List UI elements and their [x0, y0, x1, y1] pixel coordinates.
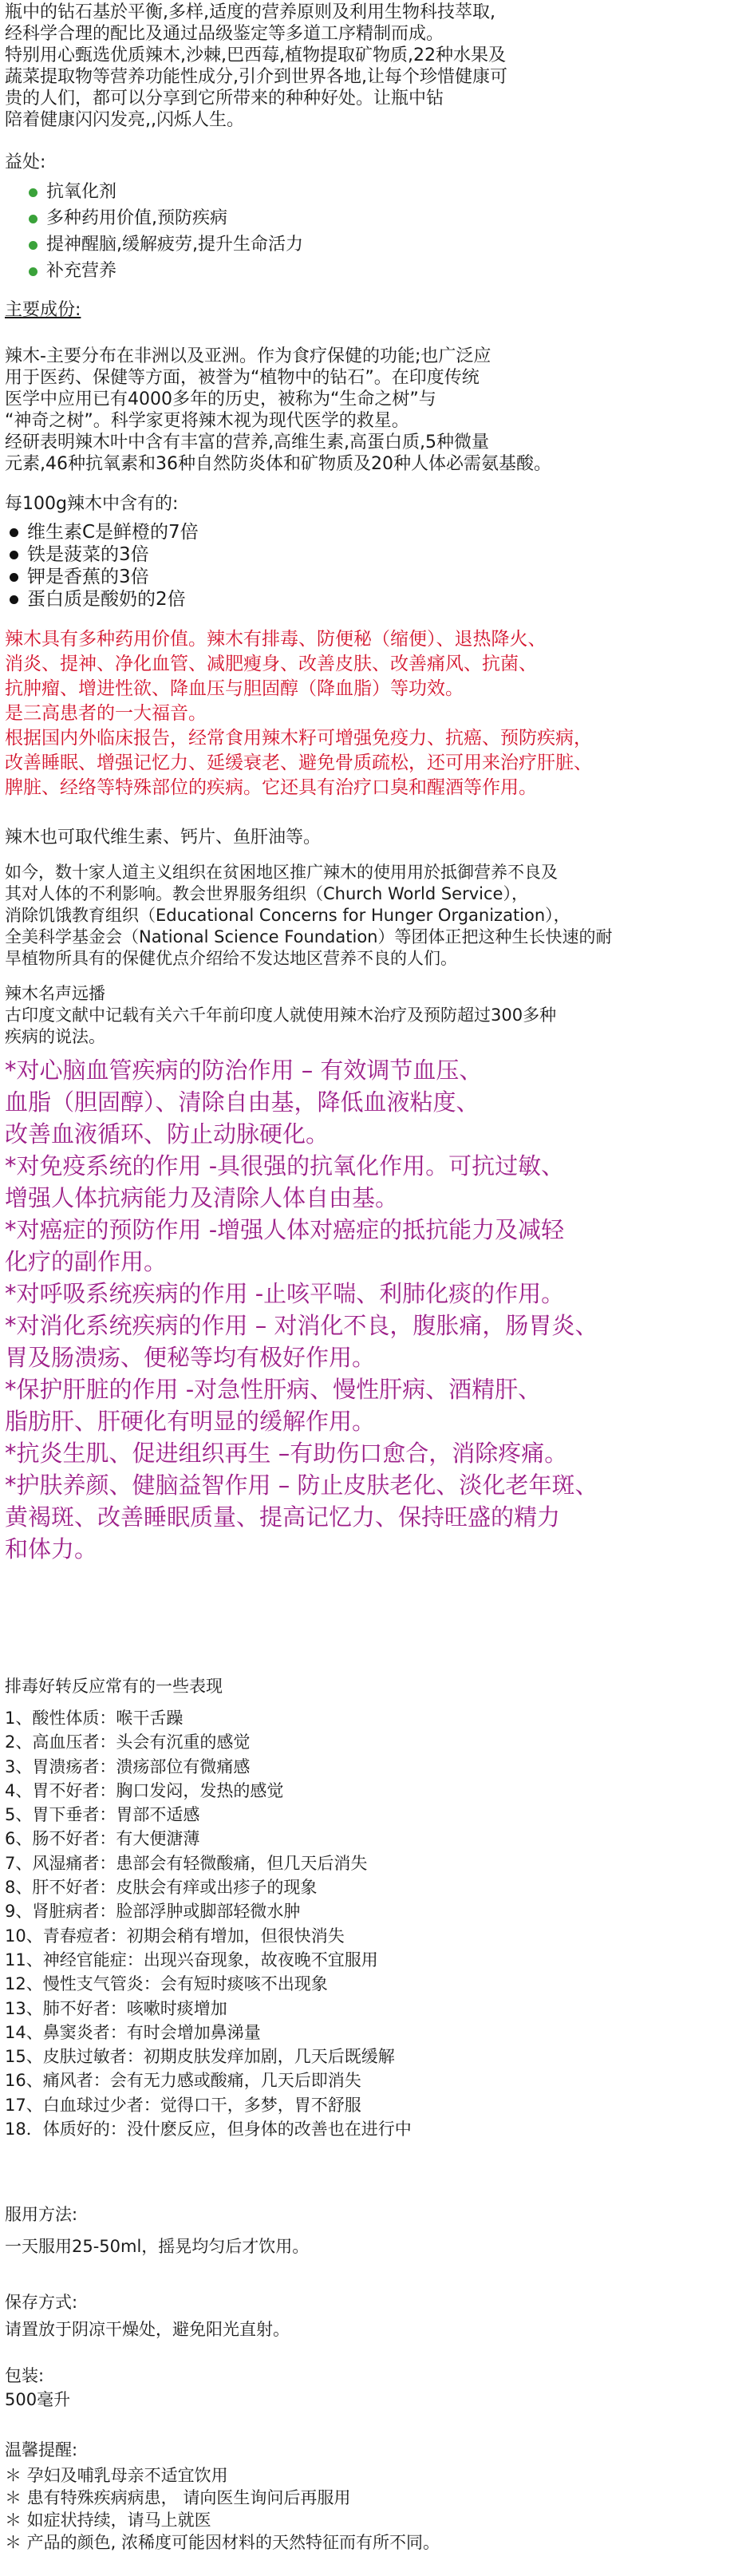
list-item: 11、神经官能症：出现兴奋现象，故夜晚不宜服用: [5, 1950, 378, 1970]
medicinal-line: 根据国内外临床报告，经常食用辣木籽可增强免疫力、抗癌、预防疾病，: [5, 728, 592, 749]
list-item: 10、青春痘者：初期会稍有增加，但很快消失: [5, 1926, 345, 1946]
reminder-section: [5, 2439, 743, 2554]
list-item: 5、胃下垂者：胃部不适感: [5, 1805, 200, 1825]
list-item: 钾是香蕉的3倍: [5, 566, 743, 588]
list-item: 18．体质好的：没什麽反应，但身体的改善也在进行中: [5, 2120, 412, 2139]
ingredients-heading-text: 主要成份:: [5, 300, 81, 320]
bullet-icon: [10, 551, 18, 559]
list-item: ＊ 患有特殊疾病病患， 请向医生询问后再服用: [5, 2488, 351, 2507]
detox-section: [5, 1674, 743, 2141]
effect-line: 脂肪肝、肝硬化有明显的缓解作用。: [5, 1408, 376, 1435]
ingredients-line: 用于医药、保健等方面，被誉为“植物中的钻石”。在印度传统: [5, 368, 480, 388]
ingredients-line: 医学中应用已有4000多年的历史，被称为“生命之树”与: [5, 389, 436, 409]
effect-line: 血脂（胆固醇）、清除自由基，降低血液粘度、: [5, 1088, 480, 1116]
fame-heading: 辣木名声远播: [5, 984, 105, 1003]
effect-line: 增强人体抗病能力及清除人体自由基。: [5, 1184, 399, 1211]
benefit-text: 补充营养: [46, 261, 117, 281]
fame-line: 古印度文献中记载有关六千年前印度人就使用辣木治疗及预防超过300多种: [5, 1006, 557, 1025]
bullet-icon: [10, 595, 18, 604]
usage-section: [5, 2203, 743, 2258]
effect-line: *对癌症的预防作用 -增强人体对癌症的抵抗能力及减轻: [5, 1216, 565, 1243]
fame-section: [5, 983, 743, 1048]
intro-block: [5, 2, 743, 131]
per100-label: 每100g辣木中含有的:: [5, 494, 179, 514]
storage-text: 请置放于阴凉干燥处，避免阳光直射。: [5, 2320, 290, 2339]
effects-section: [5, 1054, 743, 1565]
list-item: ＊ 产品的颜色, 浓稀度可能因材料的天然特征而有所不同。: [5, 2533, 440, 2552]
list-item: 4、胃不好者：胸口发闷，发热的感觉: [5, 1780, 284, 1800]
ingredients-section: [5, 299, 743, 322]
intro-line: 贵的人们，都可以分享到它所带来的种种好处。让瓶中钻: [5, 89, 444, 109]
green-bullet-icon: [29, 215, 38, 223]
effect-line: *对消化系统疾病的作用 – 对消化不良，腹胀痛，肠胃炎、: [5, 1312, 598, 1339]
list-item: 3、胃溃疡者：溃疡部位有微痛感: [5, 1756, 251, 1776]
green-bullet-icon: [29, 188, 38, 197]
list-item: 1、酸性体质：喉干舌躁: [5, 1709, 184, 1728]
detox-heading: 排毒好转反应常有的一些表现: [5, 1677, 223, 1696]
list-item: [5, 205, 743, 231]
org-line: 消除饥饿教育组织（Educational Concerns for Hunger Organization），: [5, 906, 570, 925]
usage-text: 一天服用25-50ml，摇晃均匀后才饮用。: [5, 2237, 310, 2256]
replace-note: 辣木也可取代维生素、钙片、鱼肝油等。: [5, 828, 322, 847]
list-item: 蛋白质是酸奶的2倍: [5, 588, 743, 610]
benefit-text: 抗氧化剂: [46, 182, 117, 202]
packaging-section: [5, 2364, 743, 2412]
list-item: 12、慢性支气管炎：会有短时痰咳不出现象: [5, 1974, 328, 1994]
list-item: 8、肝不好者：皮肤会有痒或出疹子的现象: [5, 1878, 318, 1898]
effect-line: *对免疫系统的作用 -具很强的抗氧化作用。可抗过敏、: [5, 1152, 565, 1179]
medicinal-line: 脾脏、经络等特殊部位的疾病。它还具有治疗口臭和醒酒等作用。: [5, 777, 537, 798]
ingredients-line: 经研表明辣木叶中含有丰富的营养,高维生素,高蛋白质,5种微量: [5, 433, 489, 452]
org-line: 全美科学基金会（National Science Foundation）等团体正把这种生长快速的耐: [5, 927, 613, 946]
benefit-text: 多种药用价值,预防疾病: [46, 208, 227, 228]
ingredients-line: 辣木-主要分布在非洲以及亚洲。作为食疗保健的功能;也广泛应: [5, 346, 491, 366]
intro-line: 特别用心甄选优质辣木,沙棘,巴西莓,植物提取矿物质,22种水果及: [5, 45, 506, 65]
list-item: 9、肾脏病者：脸部浮肿或脚部轻微水肿: [5, 1902, 301, 1922]
list-item: 13、肺不好者：咳嗽时痰增加: [5, 1998, 227, 2018]
list-item: 17、白血球过少者：觉得口干，多梦，胃不舒服: [5, 2095, 361, 2115]
medicinal-line: 消炎、提神、净化血管、减肥瘦身、改善皮肤、改善痛风、抗菌、: [5, 654, 537, 674]
benefits-list: [5, 179, 743, 284]
green-bullet-icon: [29, 241, 38, 250]
list-item: 7、风湿痛者：患部会有轻微酸痛，但几天后消失: [5, 1853, 368, 1873]
effect-line: 化疗的副作用。: [5, 1248, 168, 1275]
list-item: 铁是菠菜的3倍: [5, 543, 743, 566]
effect-line: *对心脑血管疾病的防治作用 – 有效调节血压、: [5, 1057, 483, 1084]
list-item: [5, 231, 743, 258]
medicinal-line: 辣木具有多种药用价值。辣木有排毒、防便秘（缩便）、退热降火、: [5, 629, 547, 650]
effect-line: *保护肝脏的作用 -对急性肝病、慢性肝病、酒精肝、: [5, 1376, 542, 1403]
list-item: 维生素C是鲜橙的7倍: [5, 521, 743, 543]
ingredients-line: 元素,46种抗氧素和36种自然防炎体和矿物质及20种人体必需氨基酸。: [5, 454, 551, 474]
storage-heading: 保存方式:: [5, 2293, 78, 2312]
organizations-section: [5, 862, 743, 970]
green-bullet-icon: [29, 267, 38, 276]
medicinal-section: [5, 627, 743, 800]
medicinal-line: 抗肿瘤、增进性欲、降血压与胆固醇（降血脂）等功效。: [5, 678, 464, 699]
bullet-icon: [10, 573, 18, 582]
effect-line: *护肤养颜、健脑益智作用 – 防止皮肤老化、淡化老年斑、: [5, 1472, 598, 1499]
detox-list: [5, 1706, 743, 2141]
list-item: ＊ 如症状持续，请马上就医: [5, 2511, 211, 2530]
usage-heading: 服用方法:: [5, 2205, 78, 2224]
fame-line: 疾病的说法。: [5, 1027, 105, 1046]
intro-line: 陪着健康闪闪发亮,,闪烁人生。: [5, 110, 244, 130]
effect-line: *抗炎生肌、促进组织再生 –有助伤口愈合，消除疼痛。: [5, 1440, 568, 1467]
org-line: 如今，数十家人道主义组织在贫困地区推广辣木的使用用於抵御营养不良及: [5, 863, 558, 882]
intro-line: 经科学合理的配比及通过品级鉴定等多道工序精制而成。: [5, 24, 444, 44]
medicinal-line: 改善睡眠、增强记忆力、延缓衰老、避免骨质疏松，还可用来治疗肝脏、: [5, 753, 592, 773]
ingredients-heading: [5, 299, 743, 322]
comparison-list: [5, 521, 743, 610]
list-item: 2、高血压者：头会有沉重的感觉: [5, 1732, 251, 1752]
reminder-heading: 温馨提醒:: [5, 2440, 78, 2459]
medicinal-line: 是三高患者的一大福音。: [5, 703, 207, 724]
org-line: 旱植物所具有的保健优点介绍给不发达地区营养不良的人们。: [5, 949, 457, 968]
effect-line: 胃及肠溃疡、便秘等均有极好作用。: [5, 1344, 376, 1371]
list-item: 6、肠不好者：有大便溏薄: [5, 1829, 200, 1849]
intro-line: 瓶中的钻石基於平衡,多样,适度的营养原则及利用生物科技萃取,: [5, 2, 495, 22]
list-item: [5, 179, 743, 205]
effect-line: 黄褐斑、改善睡眠质量、提高记忆力、保持旺盛的精力: [5, 1503, 561, 1531]
list-item: 14、鼻窦炎者：有时会增加鼻涕量: [5, 2022, 261, 2042]
packaging-heading: 包装:: [5, 2366, 45, 2385]
per100-section: [5, 493, 743, 610]
list-item: [5, 258, 743, 284]
intro-line: 蔬菜提取物等营养功能性成分,引介到世界各地,让每个珍惜健康可: [5, 67, 507, 87]
effect-line: 和体力。: [5, 1535, 98, 1563]
list-item: 15、皮肤过敏者：初期皮肤发痒加剧，几天后既缓解: [5, 2047, 395, 2067]
effect-line: *对呼吸系统疾病的作用 -止咳平喘、利肺化痰的作用。: [5, 1280, 565, 1307]
ingredients-line: “神奇之树”。科学家更将辣木视为现代医学的救星。: [5, 411, 409, 431]
list-item: ＊ 孕妇及哺乳母亲不适宜饮用: [5, 2466, 228, 2485]
benefits-heading: 益处:: [5, 152, 46, 172]
benefits-section: [5, 152, 743, 284]
bullet-icon: [10, 528, 18, 537]
ingredients-text: [5, 346, 743, 475]
list-item: 16、痛风者：会有无力感或酸痛，几天后即消失: [5, 2071, 361, 2091]
effect-line: 改善血液循环、防止动脉硬化。: [5, 1120, 330, 1148]
benefit-text: 提神醒脑,缓解疲劳,提升生命活力: [46, 235, 303, 255]
storage-section: [5, 2290, 743, 2341]
org-line: 其对人体的不利影响。教会世界服务组织（Church World Service），: [5, 884, 528, 903]
packaging-text: 500毫升: [5, 2390, 71, 2409]
